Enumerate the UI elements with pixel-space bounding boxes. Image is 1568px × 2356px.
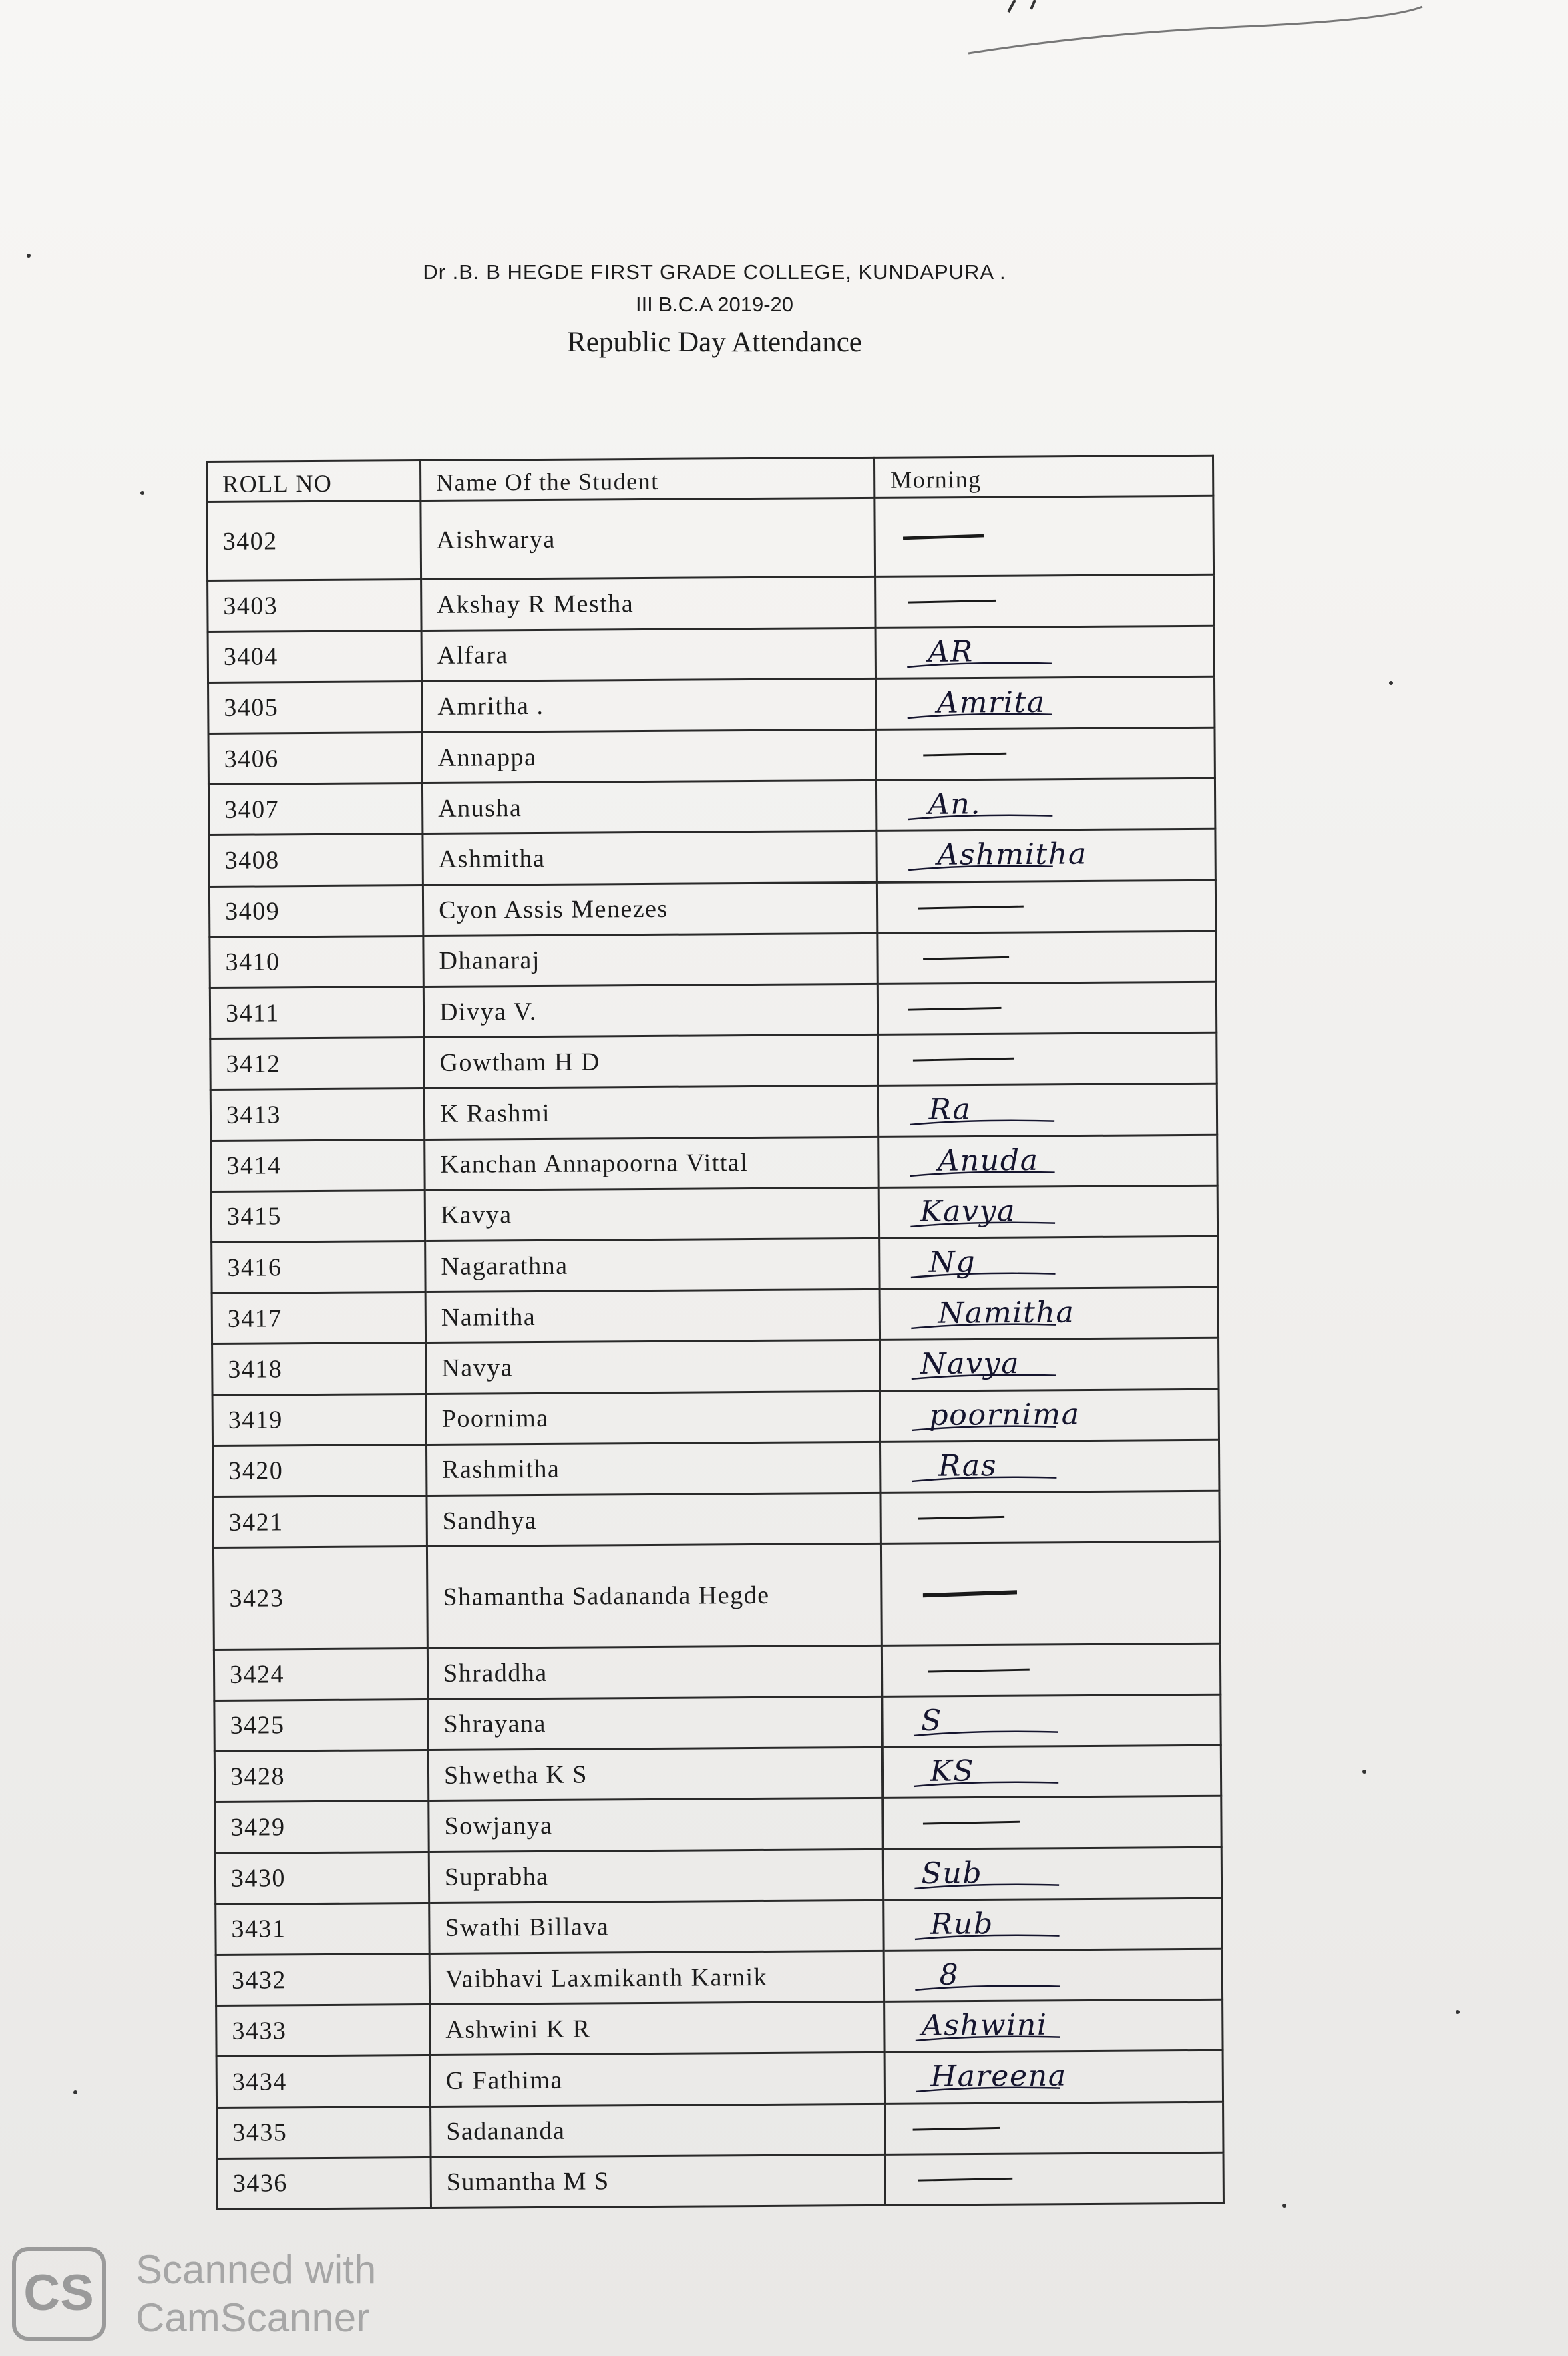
student-name: Sowjanya [429,1798,883,1852]
morning-attendance [882,1745,1221,1798]
roll-number: 3421 [213,1496,427,1548]
absent-dash [928,1670,1030,1672]
roll-number: 3403 [208,580,421,632]
morning-attendance [883,1847,1221,1900]
roll-number: 3428 [214,1750,428,1802]
student-signature: Kavya [920,1194,1016,1229]
roll-number: 3432 [216,1953,429,2005]
table-row [212,1338,1219,1395]
table-row [216,1999,1223,2056]
table-row [212,1236,1218,1293]
table-row [215,1847,1221,1904]
morning-attendance [877,829,1215,882]
roll-number: 3425 [214,1699,428,1751]
absent-dash [918,1517,1004,1519]
table-row [209,829,1215,886]
attendance-sheet [206,455,1225,2210]
roll-number: 3423 [213,1547,427,1649]
attendance-rows [207,496,1224,2209]
student-name: Navya [426,1340,880,1394]
morning-attendance [876,727,1215,780]
student-name: Anusha [422,781,876,834]
morning-attendance [877,982,1216,1034]
student-signature: KS [930,1754,975,1788]
student-signature: Navya [920,1346,1020,1382]
table-row [213,1542,1220,1650]
dust-speck [1456,2010,1460,2014]
table-row [216,2051,1223,2108]
morning-attendance [879,1185,1217,1238]
dust-speck [27,254,31,258]
attendance-table [206,455,1225,2210]
absent-dash [903,536,984,538]
roll-number: 3429 [215,1801,429,1853]
table-row [207,496,1214,581]
morning-attendance [875,575,1214,628]
table-row [210,931,1216,988]
table-row [208,727,1215,784]
morning-attendance [884,1949,1222,2001]
dust-speck [1389,681,1393,685]
morning-attendance [880,1440,1219,1493]
dust-speck [1282,2204,1286,2208]
table-row [210,1084,1217,1141]
roll-number: 3409 [209,885,423,937]
roll-number: 3407 [208,783,422,835]
student-signature: Ras [938,1448,998,1483]
table-row [214,1694,1221,1751]
roll-number: 3410 [210,936,423,988]
table-row [208,575,1214,632]
roll-number: 3416 [212,1241,425,1294]
roll-number: 3420 [213,1444,427,1497]
morning-attendance [882,1694,1221,1747]
absent-dash [908,1008,1001,1010]
student-name: Suprabha [429,1849,883,1903]
morning-attendance [881,1491,1219,1543]
morning-attendance [877,931,1216,984]
morning-attendance [884,1999,1223,2052]
absent-dash [908,601,996,603]
morning-attendance [884,1898,1222,1951]
table-row [213,1440,1219,1497]
document-header [347,260,1082,359]
column-header-roll: ROLL NO [207,461,421,502]
table-row [214,1745,1221,1802]
table-header-row [207,455,1213,502]
student-name: Ashmitha [423,831,877,885]
student-signature: Ra [928,1093,972,1127]
roll-number: 3406 [208,733,422,785]
roll-number: 3402 [207,501,421,581]
dust-speck [140,491,144,495]
student-signature: S [920,1704,943,1738]
column-header-morning: Morning [874,455,1213,498]
student-name: K Rashmi [424,1086,878,1139]
dust-speck [1362,1770,1366,1774]
roll-number: 3414 [211,1139,425,1191]
absent-dash [913,1058,1014,1060]
roll-number: 3430 [215,1852,429,1904]
student-name: Aishwarya [421,498,875,580]
student-signature: Sub [921,1856,983,1891]
roll-number: 3435 [217,2106,431,2158]
student-name: Shraddha [427,1645,881,1699]
morning-attendance [877,880,1215,933]
roll-number: 3411 [210,987,423,1039]
absent-dash [913,2128,1000,2130]
morning-attendance [879,1236,1218,1289]
morning-attendance [875,496,1214,577]
student-name: Poornima [426,1391,880,1444]
student-name: G Fathima [430,2053,884,2106]
roll-number: 3405 [208,681,422,733]
camscanner-watermark [12,2240,413,2347]
student-signature: Ng [928,1245,976,1280]
morning-attendance [883,1796,1221,1849]
watermark-line-2: CamScanner [136,2295,370,2340]
student-name: Namitha [425,1290,879,1343]
table-row [211,1185,1217,1242]
morning-attendance [885,2102,1223,2154]
morning-attendance [879,1135,1217,1187]
roll-number: 3412 [210,1038,424,1090]
signature-stroke [915,1985,1060,1990]
absent-dash [923,1593,1017,1596]
student-name: Shwetha K S [428,1747,882,1800]
student-name: Vaibhavi Laxmikanth Karnik [429,1951,884,2004]
student-name: Sumantha M S [431,2154,885,2208]
table-row [217,2102,1223,2158]
morning-attendance [885,2152,1223,2205]
table-row [210,982,1216,1038]
roll-number: 3436 [217,2157,431,2209]
student-name: Kavya [425,1187,879,1241]
roll-number: 3418 [212,1343,426,1395]
student-signature: An. [928,787,982,821]
roll-number: 3413 [210,1089,424,1141]
student-name: Annappa [422,729,876,783]
class-year: III B.C.A 2019-20 [635,292,794,316]
student-name: Shamantha Sadananda Hegde [427,1544,881,1649]
student-signature: Hareena [930,2059,1067,2094]
student-name: Divya V. [423,984,877,1037]
table-row [217,2152,1223,2209]
student-name: Nagarathna [425,1238,879,1292]
student-name: Sandhya [427,1493,881,1546]
student-name: Amritha . [422,678,876,732]
student-name: Sadananda [431,2104,885,2157]
student-signature: poornima [929,1397,1081,1432]
roll-number: 3415 [211,1190,425,1242]
table-row [215,1796,1221,1853]
student-signature: Ashwini [921,2008,1048,2043]
college-name: Dr .B. B HEGDE FIRST GRADE COLLEGE, KUNDAPURA . [423,260,1006,284]
morning-attendance [881,1643,1220,1696]
watermark-line-1: Scanned with [136,2247,377,2292]
absent-dash [918,906,1024,908]
student-name: Shrayana [428,1696,882,1750]
roll-number: 3408 [209,834,423,886]
student-name: Gowtham H D [424,1035,878,1089]
morning-attendance [879,1288,1218,1340]
student-name: Rashmitha [427,1442,881,1495]
table-row [216,1898,1222,1955]
student-name: Dhanaraj [423,933,877,986]
morning-attendance [878,1033,1217,1086]
table-row [213,1491,1219,1547]
table-row [214,1643,1220,1700]
student-signature: 8 [939,1957,960,1992]
roll-number: 3433 [216,2005,430,2057]
student-signature: AR [928,634,974,669]
roll-number: 3419 [212,1394,426,1446]
student-name: Alfara [421,628,875,681]
roll-number: 3417 [212,1292,425,1344]
table-row [208,626,1214,682]
student-name: Cyon Assis Menezes [423,882,877,936]
roll-number: 3424 [214,1648,427,1700]
absent-dash [918,2178,1012,2180]
table-row [212,1288,1218,1344]
morning-attendance [884,2051,1223,2104]
table-row [209,880,1215,937]
student-name: Akshay R Mestha [421,577,875,630]
student-name: Kanchan Annapoorna Vittal [425,1137,879,1190]
roll-number: 3404 [208,630,421,682]
absent-dash [923,1822,1020,1824]
morning-attendance [880,1389,1219,1442]
student-signature: Rub [930,1907,994,1941]
student-signature: Anuda [937,1143,1039,1178]
morning-attendance [876,676,1215,729]
document-title: Republic Day Attendance [567,327,862,358]
table-row [208,676,1215,733]
roll-number: 3434 [216,2055,430,2108]
morning-attendance [878,1084,1217,1137]
absent-dash [923,957,1009,959]
dust-speck [73,2090,77,2094]
top-margin-scribble [962,0,1429,73]
student-signature: Amrita [936,684,1046,720]
table-row [208,779,1215,835]
absent-dash [923,753,1006,755]
roll-number: 3431 [216,1903,429,1955]
student-signature: Ashmitha [937,837,1088,873]
table-row [216,1949,1222,2005]
column-header-name: Name Of the Student [421,457,875,500]
morning-attendance [876,779,1215,831]
table-row [211,1135,1217,1191]
student-name: Ashwini K R [430,2001,884,2055]
student-name: Swathi Billava [429,1900,884,1953]
table-row [212,1389,1219,1446]
student-signature: Namitha [938,1296,1075,1330]
morning-attendance [880,1338,1219,1391]
table-row [210,1033,1217,1090]
morning-attendance [875,626,1214,678]
morning-attendance [881,1542,1220,1646]
camscanner-logo-icon: CS [12,2247,106,2341]
